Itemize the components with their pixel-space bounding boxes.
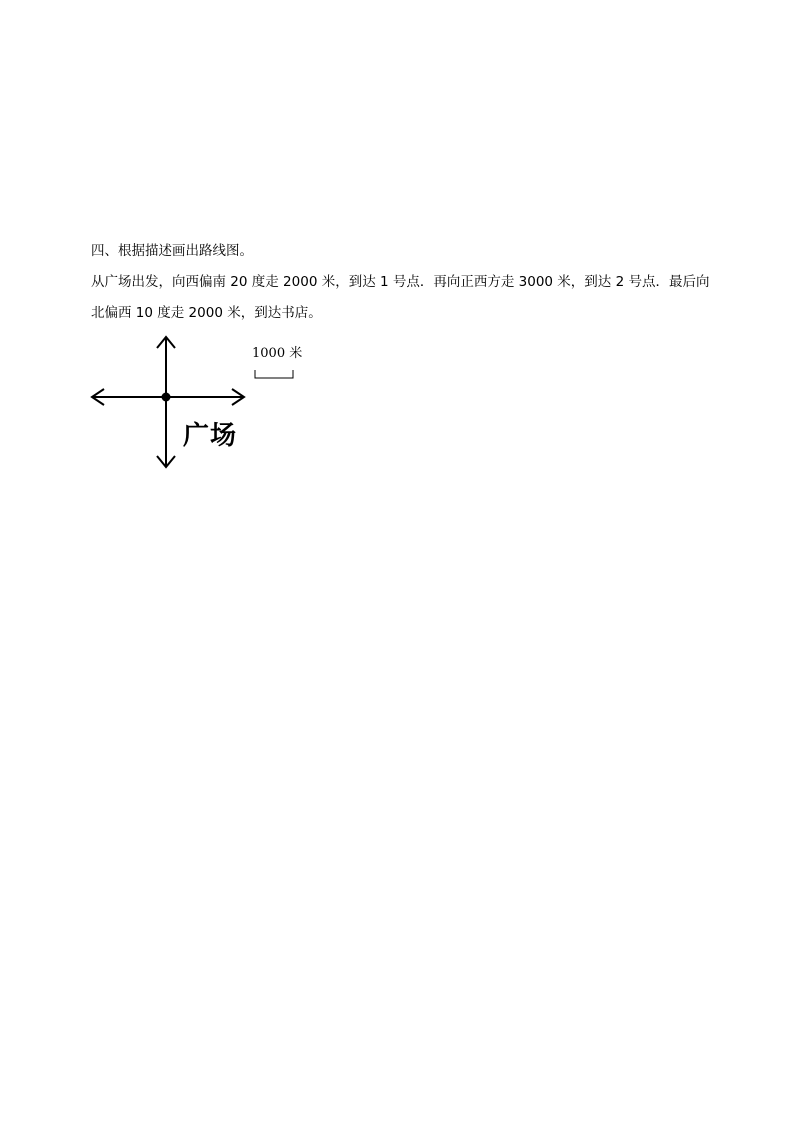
scale-label: 1000 米 (252, 346, 303, 361)
origin-label: 广场 (183, 421, 238, 451)
question-text-line-1: 从广场出发，向西偏南 20 度走 2000 米，到达 1 号点．再向正西方走 3000 米，到达 2 号点．最后向 (91, 274, 710, 290)
question-heading: 四、根据描述画出路线图。 (91, 243, 253, 259)
question-block (91, 236, 711, 329)
route-map-figure (88, 333, 308, 473)
question-text-line-2: 北偏西 10 度走 2000 米，到达书店。 (91, 305, 322, 321)
scale-bar (255, 370, 293, 378)
origin-dot (162, 393, 171, 402)
